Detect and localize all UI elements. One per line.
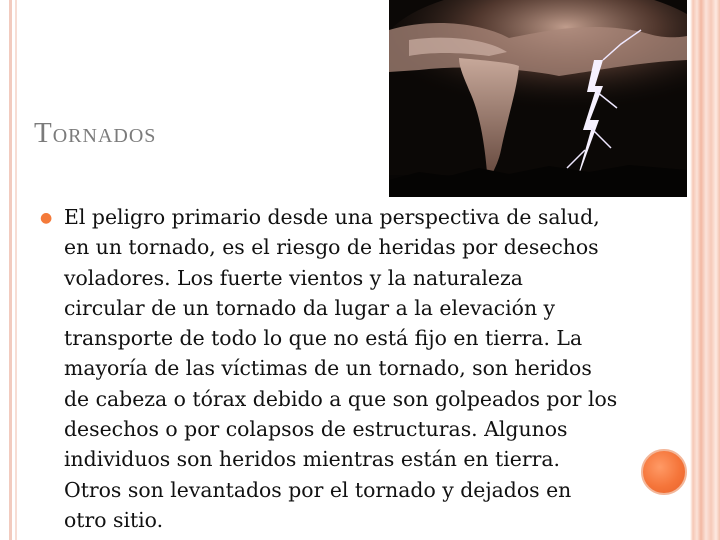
bullet-line: El peligro primario desde una perspectiva de salud, bbox=[64, 205, 600, 229]
left-border-line bbox=[9, 0, 12, 540]
left-border-line-inner bbox=[15, 0, 17, 540]
bullet-line: en un tornado, es el riesgo de heridas por desechos bbox=[64, 235, 599, 260]
bullet-line: transporte de todo lo que no está fijo en tierra. La bbox=[64, 326, 583, 351]
bullet-line: desechos o por colapsos de estructuras. Algunos bbox=[64, 417, 568, 442]
slide-body bbox=[40, 202, 650, 535]
bullet-item bbox=[40, 202, 650, 535]
bullet-line: mayoría de las víctimas de un tornado, son heridos bbox=[64, 356, 592, 381]
bullet-line: otro sitio. bbox=[64, 507, 164, 532]
bullet-icon: ● bbox=[40, 210, 53, 226]
bullet-line: Otros son levantados por el tornado y dejados en bbox=[64, 477, 572, 502]
bullet-text bbox=[64, 202, 617, 535]
slide-title: Tornados bbox=[34, 117, 157, 149]
right-border-stripes bbox=[690, 0, 720, 540]
decorative-orange-circle bbox=[641, 449, 687, 495]
bullet-line: voladores. Los fuerte vientos y la naturaleza bbox=[64, 265, 523, 290]
bullet-line: de cabeza o tórax debido a que son golpeados por los bbox=[64, 386, 618, 411]
bullet-line: individuos son heridos mientras están en tierra. bbox=[64, 447, 560, 472]
bullet-line: circular de un tornado da lugar a la elevación y bbox=[64, 295, 556, 320]
tornado-lightning-photo bbox=[389, 0, 687, 197]
